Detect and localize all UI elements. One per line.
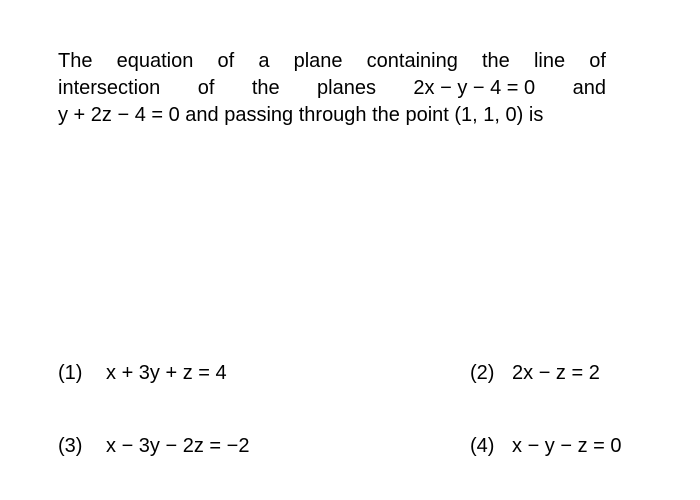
option-expression: 2x − z = 2 — [512, 362, 600, 384]
option-4[interactable] — [470, 435, 622, 458]
question-line-2 — [58, 75, 606, 102]
option-1[interactable] — [58, 362, 227, 385]
question-text — [58, 48, 606, 129]
word: containing — [366, 50, 458, 72]
option-number: (1) — [58, 362, 83, 384]
word: the — [251, 77, 280, 99]
word: equation — [116, 50, 194, 72]
word: plane — [293, 50, 343, 72]
equation-plane-1: 2x − y − 4 = 0 — [413, 77, 536, 99]
word: intersection — [58, 77, 161, 99]
word: and — [572, 77, 606, 99]
word: line — [533, 50, 566, 72]
word: planes — [317, 77, 376, 99]
option-expression: x + 3y + z = 4 — [106, 362, 227, 384]
word: the — [482, 50, 510, 72]
option-expression: x − y − z = 0 — [512, 435, 622, 457]
option-3[interactable] — [58, 435, 249, 458]
option-expression: x − 3y − 2z = −2 — [106, 435, 250, 457]
word: a — [258, 50, 270, 72]
word: of — [197, 77, 215, 99]
word: of — [217, 50, 235, 72]
question-line-1 — [58, 48, 606, 75]
option-number: (3) — [58, 435, 83, 457]
option-number: (4) — [470, 435, 495, 457]
question-line-3: y + 2z − 4 = 0 and passing through the point (1, 1, 0) is — [58, 104, 544, 126]
word: of — [589, 50, 606, 72]
word: The — [58, 50, 93, 72]
option-2[interactable] — [470, 362, 600, 385]
option-number: (2) — [470, 362, 495, 384]
